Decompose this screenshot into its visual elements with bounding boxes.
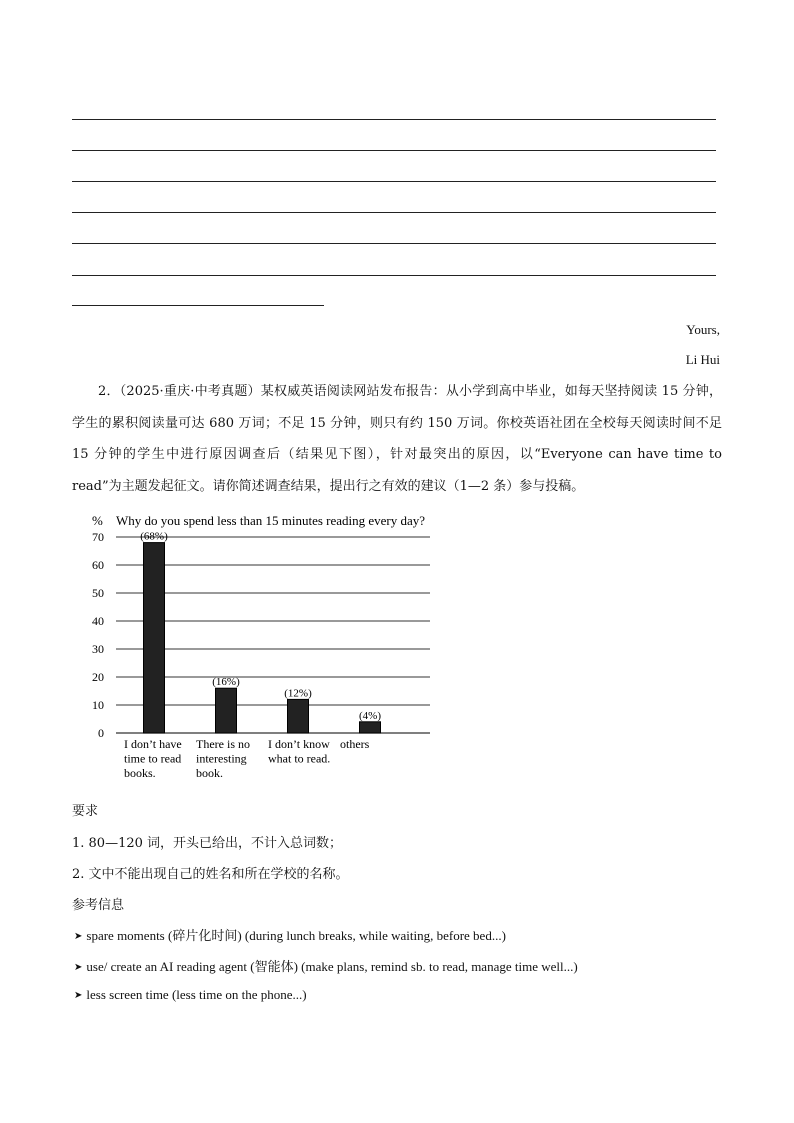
data-label: (12%): [284, 687, 312, 700]
y-tick-label: 50: [92, 586, 104, 600]
category-label: I don’t have time to read books.: [124, 737, 182, 780]
y-tick-label: 60: [92, 558, 104, 572]
writing-line: [72, 119, 716, 120]
reference-heading: 参考信息: [72, 898, 125, 913]
data-label: (68%): [140, 530, 168, 543]
bar: [360, 722, 381, 733]
writing-line: [72, 275, 716, 276]
survey-bar-chart: [84, 508, 454, 788]
y-tick-label: 40: [92, 614, 104, 628]
chart-category-labels: [124, 737, 370, 780]
chart-title: Why do you spend less than 15 minutes reading every day?: [116, 513, 426, 528]
question-source: （2025·重庆·中考真题）: [119, 384, 261, 399]
writing-line: [72, 181, 716, 182]
y-tick-label: 70: [92, 530, 104, 544]
bar: [216, 688, 237, 733]
reference-item: ➤ less screen time (less time on the phone...): [74, 987, 307, 1002]
writing-line: [72, 243, 716, 244]
chart-ylabel: %: [92, 513, 103, 528]
requirements-heading: 要求: [72, 804, 99, 819]
requirement-item-1: 1. 80—120 词，开头已给出，不计入总词数；: [72, 836, 343, 851]
question-text: 某权威英语阅读网站发布报告：从小学到高中毕业，如每天坚持阅读 15 分钟，学生的累积阅读量可达 680 万词；不足 15 分钟，则只有约 150 万词。你校英语社团在全校每天阅读时间不足 15 分钟的学生中进行原因调查后（结果见下图），针对最突出的原因，以“Everyone can have time to read”为主题发起征文。请你简述调查结果，提出行之有效的建议（1—2 条）参与投稿。: [72, 384, 722, 494]
data-label: (4%): [359, 709, 381, 722]
arrow-bullet-icon: ➤: [74, 931, 83, 942]
chart-bars: [144, 543, 381, 733]
letter-signature: Li Hui: [685, 352, 720, 367]
arrow-bullet-icon: ➤: [74, 990, 83, 1001]
reference-item: ➤ spare moments (碎片化时间) (during lunch breaks, while waiting, before bed...): [74, 928, 506, 943]
y-tick-label: 20: [92, 670, 104, 684]
letter-closing: Yours,: [686, 322, 720, 337]
requirement-item-2: 2. 文中不能出现自己的姓名和所在学校的名称。: [72, 867, 349, 882]
chart-data-labels: [140, 531, 381, 722]
bar: [288, 699, 309, 733]
category-label: There is no interesting book.: [196, 737, 250, 780]
y-tick-label: 0: [98, 726, 104, 740]
writing-line: [72, 212, 716, 213]
category-label: I don’t know what to read.: [268, 737, 331, 766]
data-label: (16%): [212, 676, 240, 689]
y-tick-label: 30: [92, 642, 104, 656]
category-label: others: [340, 737, 370, 751]
reference-item: ➤ use/ create an AI reading agent (智能体) (make plans, remind sb. to read, manage time well...): [74, 959, 578, 974]
arrow-bullet-icon: ➤: [74, 962, 83, 973]
bar: [144, 543, 165, 733]
y-tick-label: 10: [92, 698, 104, 712]
question-prompt: [72, 376, 722, 502]
chart-y-ticks: [92, 530, 104, 740]
writing-line-short: [72, 305, 324, 306]
question-number: 2．: [98, 384, 120, 399]
writing-line: [72, 150, 716, 151]
